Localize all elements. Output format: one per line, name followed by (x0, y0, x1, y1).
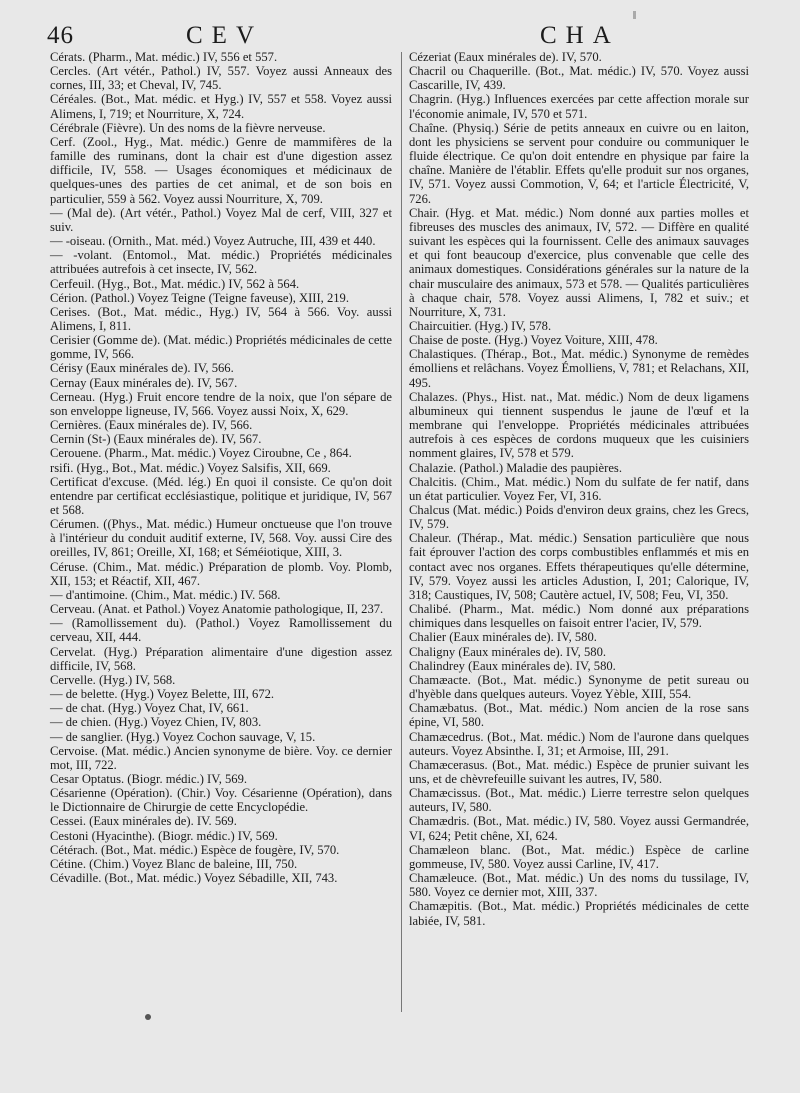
index-entry: Cervelle. (Hyg.) IV, 568. (50, 672, 176, 687)
index-entry: Chaligny (Eaux minérales de). IV, 580. (409, 644, 607, 659)
left-column (50, 50, 392, 885)
index-entry: Cerisier (Gomme de). (Mat. médic.) Propriétés médicinales de cette gomme, IV, 566. (50, 333, 392, 362)
index-entry: Chaîne. (Physiq.) Série de petits anneaux en cuivre ou en laiton, dont les physiciens se servent pour conduire ou communiquer le fluide électrique. Ce qu'on doit entendre en physique par faire la chaîne. Manière de l'établir. Effets qu'elle produit sur nos organes, IV, 571. Voyez aussi Commotion, V, 64; et l'article Électricité, V, 726. (409, 120, 749, 206)
index-entry: Cernay (Eaux minérales de). IV, 567. (50, 375, 238, 390)
index-entry: Chamædris. (Bot., Mat. médic.) IV, 580. Voyez aussi Germandrée, VI, 624; Petit chêne, XI, 624. (409, 814, 749, 843)
index-entry: Chamæcerasus. (Bot., Mat. médic.) Espèce de prunier suivant les uns, et de chèvrefeuille suivant les autres, IV, 580. (409, 757, 749, 786)
index-entry: Chalastiques. (Thérap., Bot., Mat. médic.) Synonyme de remèdes émolliens et relâchans. Voyez Émolliens, V, 781; et Relachans, XII, 495. (409, 347, 749, 390)
index-entry: Chalcitis. (Chim., Mat. médic.) Nom du sulfate de fer natif, dans un état particulier. Voyez Fer, VI, 316. (409, 474, 749, 503)
index-entry: Cétérach. (Bot., Mat. médic.) Espèce de fougère, IV, 570. (50, 842, 340, 857)
index-entry: Cerouene. (Pharm., Mat. médic.) Voyez Ciroubne, Ce , 864. (50, 446, 352, 461)
right-column (409, 50, 749, 928)
index-entry: Cérisy (Eaux minérales de). IV, 566. (50, 361, 234, 376)
index-entry: — -volant. (Entomol., Mat. médic.) Propriétés médicinales attribuées autrefois à cet insecte, IV, 562. (50, 248, 392, 277)
index-entry: — -oiseau. (Ornith., Mat. méd.) Voyez Autruche, III, 439 et 440. (50, 234, 376, 249)
index-entry: Chacril ou Chaquerille. (Bot., Mat. médic.) IV, 570. Voyez aussi Cascarille, IV, 439. (409, 64, 749, 93)
running-head-left: CEV (186, 22, 263, 49)
index-entry: Chamæleon blanc. (Bot., Mat. médic.) Espèce de carline gommeuse, IV, 580. Voyez aussi Carline, IV, 417. (409, 842, 749, 871)
running-head-right: CHA (540, 22, 620, 49)
ink-dot (145, 1014, 151, 1020)
index-entry: Césarienne (Opération). (Chir.) Voy. Césarienne (Opération), dans le Dictionnaire de Chirurgie de cette Encyclopédie. (50, 786, 392, 815)
index-entry: Chamæcedrus. (Bot., Mat. médic.) Nom de l'aurone dans quelques auteurs. Voyez Absinthe. I, 31; et Armoise, III, 291. (409, 729, 749, 758)
index-entry: Cerneau. (Hyg.) Fruit encore tendre de la noix, que l'on sépare de son enveloppe ligneuse, IV, 566. Voyez aussi Noix, X, 629. (50, 389, 392, 418)
index-entry: Chamæbatus. (Bot., Mat. médic.) Nom ancien de la rose sans épine, VI, 580. (409, 701, 749, 730)
index-entry: — de chat. (Hyg.) Voyez Chat, IV, 661. (50, 701, 249, 716)
index-entry: Cercles. (Art vétér., Pathol.) IV, 557. Voyez aussi Anneaux des cornes, III, 33; et Cheval, IV, 745. (50, 64, 392, 93)
index-entry: Cervoise. (Mat. médic.) Ancien synonyme de bière. Voy. ce dernier mot, III, 722. (50, 743, 392, 772)
index-entry: Chair. (Hyg. et Mat. médic.) Nom donné aux parties molles et fibreuses des muscles des animaux, IV, 572. — Diffère en qualité suivant les espèces qui la fournissent. Celle des animaux sauvages et qui font beaucoup d'exercice, plus convenable que celle des animaux domestiques. Considérations générales sur la nature de la chair musculaire des animaux, 573 et 578. — Qualités particulières à chaque chair, 578. Voyez aussi Alimens, I, 782 et suiv.; et Nourriture, X, 731. (409, 205, 749, 319)
index-entry: Chagrin. (Hyg.) Influences exercées par cette affection morale sur l'économie animale, IV, 570 et 571. (409, 92, 749, 121)
index-entry: Chamæcissus. (Bot., Mat. médic.) Lierre terrestre selon quelques auteurs, IV, 580. (409, 786, 749, 815)
column-rule (401, 52, 402, 1012)
index-entry: — d'antimoine. (Chim., Mat. médic.) IV. 568. (50, 587, 281, 602)
index-entry: Cernin (St-) (Eaux minérales de). IV, 567. (50, 432, 262, 447)
index-entry: Chalcus (Mat. médic.) Poids d'environ deux grains, chez les Grecs, IV, 579. (409, 503, 749, 532)
index-entry: Cérats. (Pharm., Mat. médic.) IV, 556 et 557. (50, 50, 278, 64)
index-entry: Cézeriat (Eaux minérales de). IV, 570. (409, 50, 602, 64)
index-entry: Cévadille. (Bot., Mat. médic.) Voyez Sébadille, XII, 743. (50, 871, 338, 886)
index-entry: — (Mal de). (Art vétér., Pathol.) Voyez Mal de cerf, VIII, 327 et suiv. (50, 205, 392, 234)
index-entry: Cerfeuil. (Hyg., Bot., Mat. médic.) IV, 562 à 564. (50, 276, 300, 291)
index-entry: Cessei. (Eaux minérales de). IV. 569. (50, 814, 237, 829)
index-entry: Chalindrey (Eaux minérales de). IV, 580. (409, 658, 616, 673)
index-entry: Cesar Optatus. (Biogr. médic.) IV, 569. (50, 771, 248, 786)
paper-speck (633, 11, 636, 19)
index-entry: Cernières. (Eaux minérales de). IV, 566. (50, 418, 253, 433)
index-entry: Chalazes. (Phys., Hist. nat., Mat. médic.) Nom de deux ligamens albumineux qui tiennent suspendus le jaune de l'œuf et la membrane qui l'enveloppe. Propriétés médicinales attribuées autrefois à ces espèces de cordons muqueux que les cuisiniers nomment glaires, IV, 578 et 579. (409, 389, 749, 461)
index-entry: Cérumen. ((Phys., Mat. médic.) Humeur onctueuse que l'on trouve à l'intérieur du conduit auditif externe, IV, 568. Voy. aussi Cire des oreilles, IV, 861; Oreille, XI, 168; et Séméiotique, XIII, 3. (50, 517, 392, 560)
index-entry: Cerises. (Bot., Mat. médic., Hyg.) IV, 564 à 566. Voy. aussi Alimens, I, 811. (50, 304, 392, 333)
index-entry: Cestoni (Hyacinthe). (Biogr. médic.) IV, 569. (50, 828, 278, 843)
index-entry: Cérébrale (Fièvre). Un des noms de la fièvre nerveuse. (50, 120, 326, 135)
index-entry: Chalibé. (Pharm., Mat. médic.) Nom donné aux préparations chimiques dans lesquelles on faisoit entrer l'acier, IV, 579. (409, 602, 749, 631)
index-entry: — de chien. (Hyg.) Voyez Chien, IV, 803. (50, 715, 262, 730)
index-entry: — de belette. (Hyg.) Voyez Belette, III, 672. (50, 687, 275, 702)
index-entry: Cerf. (Zool., Hyg., Mat. médic.) Genre de mammifères de la famille des ruminans, dont la chair est d'une digestion assez difficile, IV, 558. — Usages économiques et médicinaux de quelques-unes des parties de cet animal, et de son bois en particulier, 559 à 562. Voyez aussi Nourriture, X, 709. (50, 134, 392, 206)
index-entry: Cervelat. (Hyg.) Préparation alimentaire d'une digestion assez difficile, IV, 568. (50, 644, 392, 673)
index-entry: Chalazie. (Pathol.) Maladie des paupières. (409, 460, 622, 475)
index-entry: Chaleur. (Thérap., Mat. médic.) Sensation particulière que nous fait éprouver l'action des corps combustibles enflammés et mis en contact avec nos organes. Effets thérapeutiques qu'elle détermine, IV, 579. Voyez aussi les articles Adustion, I, 201; Calorique, IV, 318; Caustiques, IV, 508; Cautère actuel, IV, 508; Feu, VI, 350. (409, 531, 749, 602)
index-entry: Chaircuitier. (Hyg.) IV, 578. (409, 318, 552, 333)
index-entry: Chaise de poste. (Hyg.) Voyez Voiture, XIII, 478. (409, 333, 658, 348)
index-entry: rsifi. (Hyg., Bot., Mat. médic.) Voyez Salsifis, XII, 669. (50, 460, 331, 475)
index-entry: Certificat d'excuse. (Méd. lég.) En quoi il consiste. Ce qu'on doit entendre par certificat ecclésiastique, politique et juridique, IV, 567 et 568. (50, 474, 392, 517)
index-entry: Chamæleuce. (Bot., Mat. médic.) Un des noms du tussilage, IV, 580. Voyez ce dernier mot, XIII, 337. (409, 871, 749, 900)
index-entry: Cérion. (Pathol.) Voyez Teigne (Teigne faveuse), XIII, 219. (50, 290, 350, 305)
index-entry: — (Ramollissement du). (Pathol.) Voyez Ramollissement du cerveau, XII, 444. (50, 616, 392, 645)
index-entry: Cétine. (Chim.) Voyez Blanc de baleine, III, 750. (50, 856, 298, 871)
index-entry: — de sanglier. (Hyg.) Voyez Cochon sauvage, V, 15. (50, 729, 316, 744)
index-entry: Céruse. (Chim., Mat. médic.) Préparation de plomb. Voy. Plomb, XII, 153; et Réactif, XII, 467. (50, 559, 392, 588)
index-entry: Cerveau. (Anat. et Pathol.) Voyez Anatomie pathologique, II, 237. (50, 602, 384, 617)
index-entry: Chamæacte. (Bot., Mat. médic.) Synonyme de petit sureau ou d'hyèble dans quelques auteurs. Voyez Yèble, XIII, 554. (409, 672, 749, 702)
index-entry: Céréales. (Bot., Mat. médic. et Hyg.) IV, 557 et 558. Voyez aussi Alimens, I, 719; et Nourriture, X, 724. (50, 92, 392, 121)
index-entry: Chalier (Eaux minérales de). IV, 580. (409, 630, 597, 645)
page-number: 46 (47, 22, 74, 49)
index-entry: Chamæpitis. (Bot., Mat. médic.) Propriétés médicinales de cette labiée, IV, 581. (409, 899, 749, 928)
